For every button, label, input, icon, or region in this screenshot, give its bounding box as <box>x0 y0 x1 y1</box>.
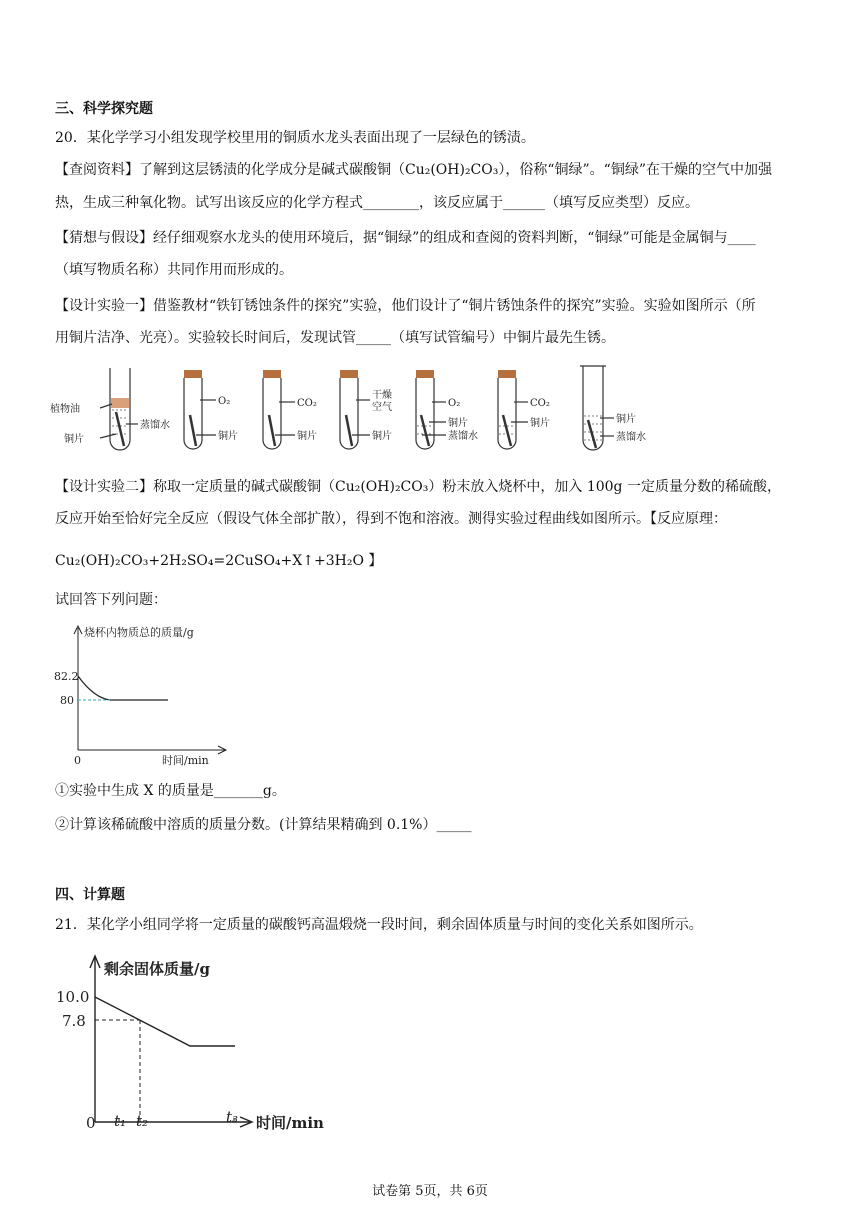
label-water-1: 蒸馏水 <box>140 420 170 431</box>
q20-sub-2: ②计算该稀硫酸中溶质的质量分数。(计算结果精确到 0.1%）_____ <box>55 817 472 833</box>
chart1-xlabel: 时间/min <box>162 754 209 767</box>
chart2-t3: t₃ <box>226 1108 239 1126</box>
label-dry: 干燥 <box>372 390 392 401</box>
chart1-curve <box>78 676 168 700</box>
chart2-ylabel: 剩余固体质量/g <box>104 960 210 978</box>
label-copper-2: 铜片 <box>218 431 238 442</box>
chart2-origin: 0 <box>86 1114 96 1132</box>
q20-para-2a: 【猜想与假设】经仔细观察水龙头的使用环境后，据“铜绿”的组成和查阅的资料判断，“铜绿”可能是金属铜与____ <box>55 230 756 246</box>
q20-stem: 20．某化学学习小组发现学校里用的铜质水龙头表面出现了一层绿色的锈渍。 <box>55 130 535 146</box>
q20-para-3b: 用铜片洁净、光亮）。实验较长时间后，发现试管_____（填写试管编号）中铜片最先生锈。 <box>55 330 615 346</box>
section-title-4: 四、计算题 <box>55 887 125 903</box>
q20-ask: 试回答下列问题： <box>55 592 167 608</box>
q20-para-1a: 【查阅资料】了解到这层锈渍的化学成分是碱式碳酸铜（Cu₂(OH)₂CO₃），俗称“铜绿”。“铜绿”在干燥的空气中加强 <box>55 162 772 178</box>
chart1-tick-80: 80 <box>60 694 74 707</box>
chart2-xlabel: 时间/min <box>256 1114 324 1132</box>
q20-para-3a: 【设计实验一】借鉴教材“铁钉锈蚀条件的探究”实验，他们设计了“铜片锈蚀条件的探究”实验。实验如图所示（所 <box>55 298 756 314</box>
q20-para-4a: 【设计实验二】称取一定质量的碱式碳酸铜（Cu₂(OH)₂CO₃）粉末放入烧杯中，加入 100g 一定质量分数的稀硫酸， <box>55 479 781 495</box>
chart1-origin: 0 <box>74 754 81 767</box>
label-copper-5: 铜片 <box>448 418 468 429</box>
chart2-tick-78: 7.8 <box>62 1012 86 1030</box>
chart2-t2: t₂ <box>136 1112 149 1130</box>
label-copper-1: 铜片 <box>64 434 84 445</box>
q20-para-2b: （填写物质名称）共同作用而形成的。 <box>55 262 293 278</box>
label-copper-3: 铜片 <box>297 431 317 442</box>
q21-stem: 21．某化学小组同学将一定质量的碳酸钙高温煅烧一段时间，剩余固体质量与时间的变化关系如图所示。 <box>55 917 703 933</box>
test-tubes-figure <box>50 360 670 460</box>
label-air: 空气 <box>372 402 392 413</box>
label-copper-4: 铜片 <box>372 431 392 442</box>
q20-para-4b: 反应开始至恰好完全反应（假设气体全部扩散），得到不饱和溶液。测得实验过程曲线如图所示。【反应原理： <box>55 511 727 527</box>
chart2-tick-10: 10.0 <box>56 988 90 1006</box>
chart1-ylabel: 烧杯内物质总的质量/g <box>84 626 194 639</box>
label-water-3: 蒸馏水 <box>616 432 646 443</box>
chart2-t1: t₁ <box>114 1112 127 1130</box>
label-o2-2: O₂ <box>448 398 461 409</box>
mass-time-chart-2 <box>50 950 350 1140</box>
chart1-tick-82: 82.2 <box>54 670 79 683</box>
label-copper-6: 铜片 <box>530 418 550 429</box>
page-footer: 试卷第 5页，共 6页 <box>372 1184 488 1199</box>
label-o2-1: O₂ <box>218 396 231 407</box>
label-co2-1: CO₂ <box>297 398 317 409</box>
q20-sub-1: ①实验中生成 X 的质量是_______g。 <box>55 783 286 799</box>
label-co2-2: CO₂ <box>530 398 550 409</box>
q20-equation: Cu₂(OH)₂CO₃+2H₂SO₄=2CuSO₄+X↑+3H₂O 】 <box>55 553 383 569</box>
q20-para-1b: 热，生成三种氧化物。试写出该反应的化学方程式________，该反应属于______（填写反应类型）反应。 <box>55 195 699 211</box>
label-water-2: 蒸馏水 <box>448 431 478 442</box>
label-copper-7: 铜片 <box>616 414 636 425</box>
section-title-3: 三、科学探究题 <box>55 101 153 117</box>
chart2-line <box>95 997 235 1046</box>
mass-time-chart-1 <box>50 620 250 770</box>
label-oil: 植物油 <box>50 404 80 415</box>
